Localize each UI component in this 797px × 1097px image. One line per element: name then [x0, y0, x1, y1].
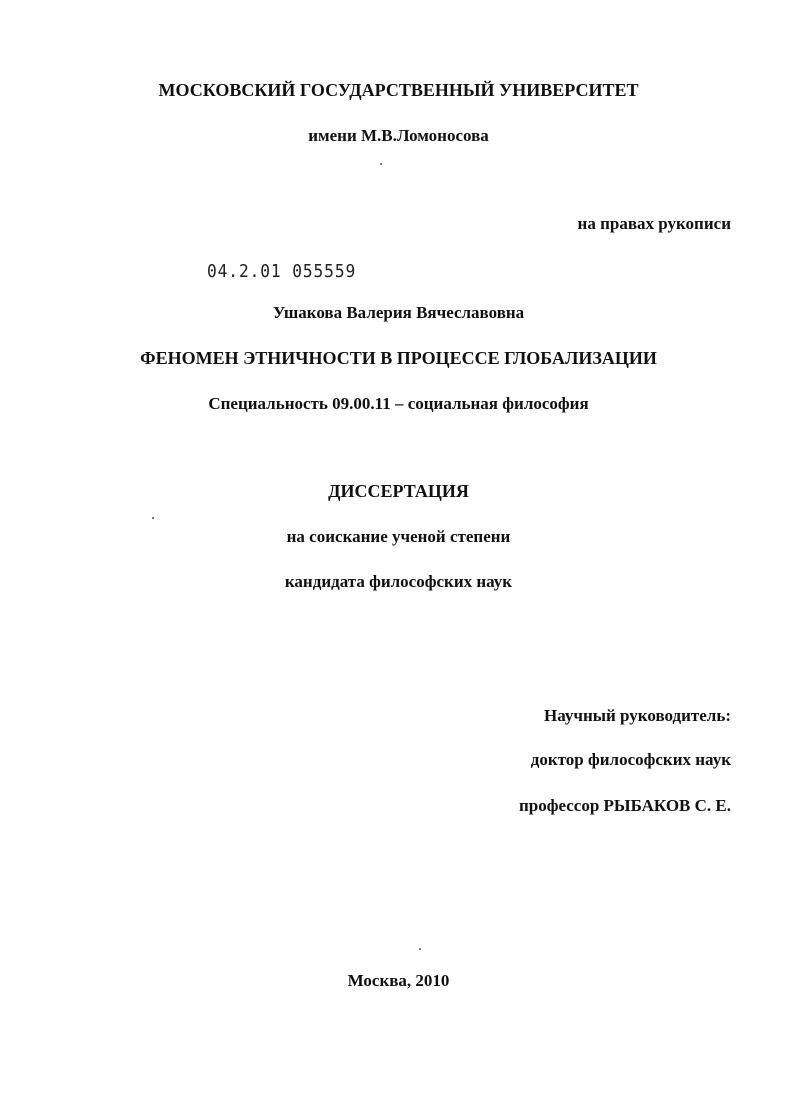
manuscript-note: на правах рукописи — [577, 214, 731, 233]
degree-line-1: на соискание ученой степени — [286, 527, 511, 546]
university-name: МОСКОВСКИЙ ГОСУДАРСТВЕННЫЙ УНИВЕРСИТЕТ — [158, 80, 639, 100]
specialty: Специальность 09.00.11 – социальная философия — [208, 394, 589, 413]
scan-speck — [419, 948, 421, 950]
supervisor-name: профессор РЫБАКОВ С. Е. — [518, 796, 731, 815]
supervisor-degree: доктор философских наук — [530, 750, 731, 769]
dissertation-title: ФЕНОМЕН ЭТНИЧНОСТИ В ПРОЦЕССЕ ГЛОБАЛИЗАЦИИ — [140, 348, 657, 368]
author-name: Ушакова Валерия Вячеславовна — [272, 303, 525, 322]
supervisor-label: Научный руководитель: — [544, 706, 731, 725]
scan-speck — [152, 517, 154, 519]
scan-speck — [380, 163, 382, 165]
document-type: ДИССЕРТАЦИЯ — [328, 481, 469, 501]
university-named-after: имени М.В.Ломоносова — [308, 126, 489, 145]
registration-stamp: 04.2.01 055559 — [207, 261, 357, 282]
place-and-year: Москва, 2010 — [347, 971, 450, 990]
degree-line-2: кандидата философских наук — [284, 572, 513, 591]
